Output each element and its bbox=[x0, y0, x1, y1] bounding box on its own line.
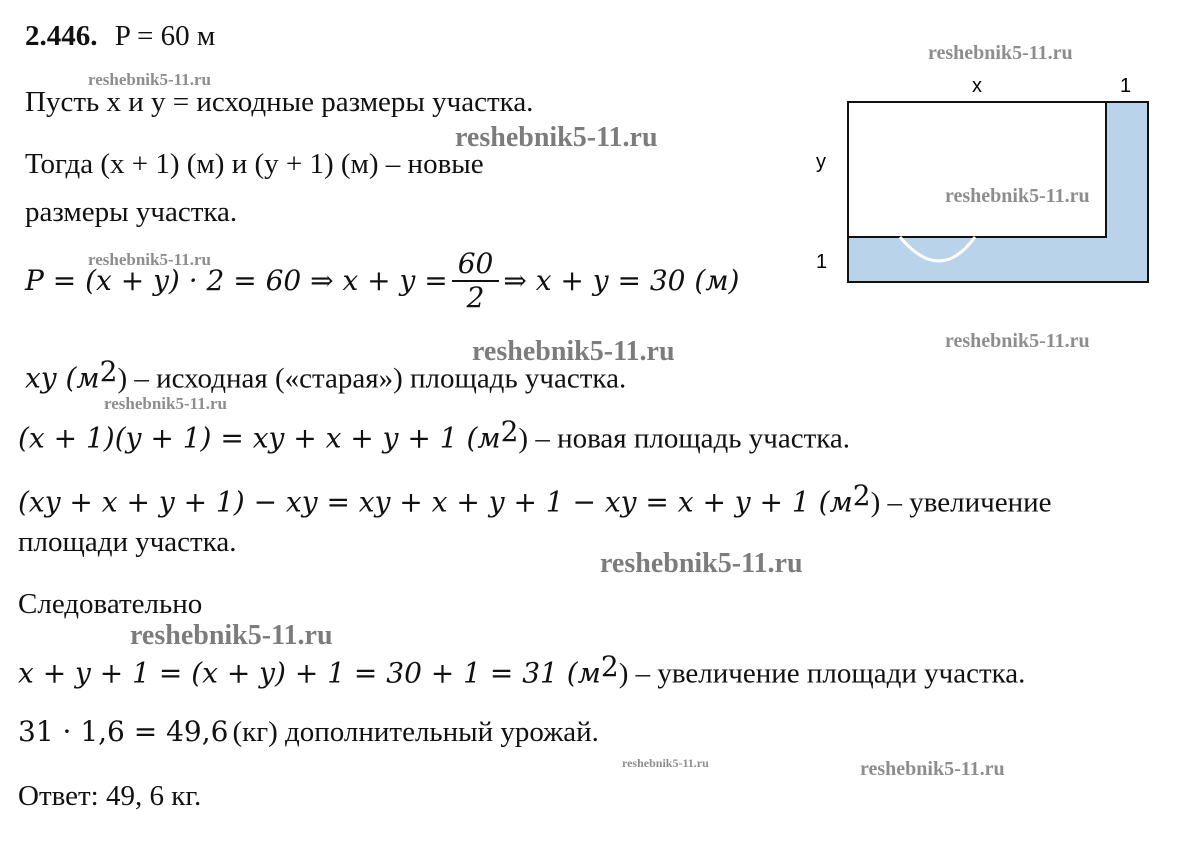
watermark: reshebnik5-11.ru bbox=[88, 250, 211, 269]
let-statement: Пусть x и y = исходные размеры участка. bbox=[25, 86, 534, 118]
problem-header bbox=[25, 22, 215, 51]
watermark: reshebnik5-11.ru bbox=[945, 330, 1090, 352]
result-sup: 2 bbox=[600, 650, 619, 683]
watermark: reshebnik5-11.ru bbox=[88, 70, 211, 89]
watermark: reshebnik5-11.ru bbox=[622, 756, 709, 770]
then-line-1: Тогда (x + 1) (м) и (y + 1) (м) – новые bbox=[25, 148, 484, 180]
perimeter-right: ⇒ x + y = 30 (м) bbox=[503, 264, 740, 298]
therefore-text: Следовательно bbox=[18, 588, 203, 620]
original-plot bbox=[848, 102, 1106, 237]
watermark: reshebnik5-11.ru bbox=[130, 620, 333, 651]
answer-text: Ответ: 49, 6 кг. bbox=[18, 780, 202, 812]
old-area-math: xy (м bbox=[25, 361, 100, 395]
label-1-side: 1 bbox=[816, 251, 828, 273]
new-area-sup: 2 bbox=[500, 415, 519, 448]
fraction-numerator: 60 bbox=[452, 248, 500, 282]
harvest-math: 31 · 1,6 = 49,6 bbox=[18, 715, 229, 748]
harvest-line bbox=[18, 715, 599, 748]
label-1-top: 1 bbox=[1120, 75, 1132, 97]
watermark: reshebnik5-11.ru bbox=[600, 548, 803, 579]
new-area-math: (x + 1)(y + 1) = xy + x + y + 1 (м bbox=[18, 421, 501, 455]
new-area-line bbox=[18, 415, 851, 455]
label-y: y bbox=[816, 151, 826, 173]
perimeter-left: P = (x + y) · 2 = 60 ⇒ x + y = bbox=[25, 264, 448, 298]
then-line-2: размеры участка. bbox=[25, 196, 238, 228]
increase-text: ) – увеличение bbox=[870, 486, 1052, 519]
result-line bbox=[18, 650, 1026, 690]
result-text: ) – увеличение площади участка. bbox=[618, 657, 1026, 690]
old-area-sup: 2 bbox=[99, 355, 118, 388]
label-x: x bbox=[972, 75, 982, 97]
new-area-text: ) – новая площадь участка. bbox=[518, 422, 851, 455]
old-area-text: ) – исходная («старая») площадь участка. bbox=[117, 362, 627, 395]
watermark: reshebnik5-11.ru bbox=[945, 185, 1090, 207]
watermark: reshebnik5-11.ru bbox=[472, 336, 675, 367]
watermark: reshebnik5-11.ru bbox=[928, 42, 1073, 64]
increase-sup: 2 bbox=[852, 479, 871, 512]
watermark: reshebnik5-11.ru bbox=[860, 758, 1005, 780]
problem-number: 2.446. bbox=[25, 20, 98, 52]
watermark: reshebnik5-11.ru bbox=[104, 394, 227, 413]
result-math: x + y + 1 = (x + y) + 1 = 30 + 1 = 31 (м bbox=[18, 656, 601, 690]
increase-line bbox=[18, 479, 1052, 519]
fraction-denominator: 2 bbox=[466, 281, 485, 315]
watermark: reshebnik5-11.ru bbox=[455, 122, 658, 153]
increase-math: (xy + x + y + 1) − xy = xy + x + y + 1 − xy = x + y + 1 (м bbox=[18, 485, 853, 519]
harvest-text: (кг) дополнительный урожай. bbox=[232, 716, 599, 748]
fraction bbox=[452, 248, 500, 314]
problem-given: P = 60 м bbox=[114, 20, 216, 52]
increase-line-2: площади участка. bbox=[18, 526, 237, 558]
